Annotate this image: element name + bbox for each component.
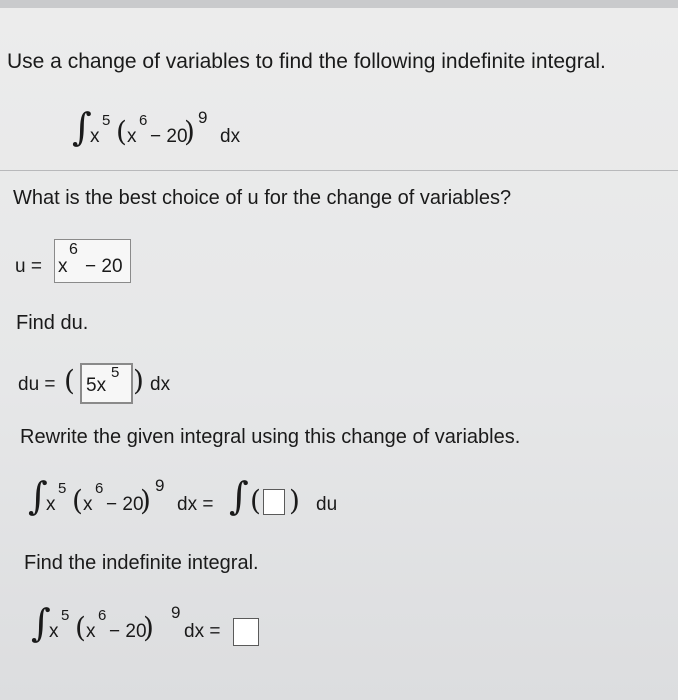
q4-x-exponent: 5 bbox=[61, 607, 70, 624]
q4-outer-exponent: 9 bbox=[171, 603, 181, 622]
q4-inner-x: x bbox=[86, 621, 96, 642]
q4-prompt: Find the indefinite integral. bbox=[24, 552, 259, 574]
integral-x: x bbox=[90, 126, 100, 147]
u-answer-x: x bbox=[58, 256, 68, 277]
q1-prompt: What is the best choice of u for the change of variables? bbox=[13, 187, 512, 209]
q3-integral-sign: ∫ bbox=[28, 474, 48, 518]
q4-eq: dx = bbox=[184, 621, 221, 642]
du-open-paren: ( bbox=[64, 364, 75, 397]
q3-eq: dx = bbox=[177, 494, 214, 515]
integral-open-paren: ( bbox=[116, 115, 127, 148]
q2-lhs: du = bbox=[18, 374, 56, 395]
q4-x: x bbox=[49, 621, 59, 642]
integral-x-exponent: 5 bbox=[102, 112, 111, 129]
q3-outer-exponent: 9 bbox=[155, 476, 165, 495]
q2-prompt: Find du. bbox=[16, 312, 89, 334]
q4-answer-box[interactable] bbox=[233, 618, 259, 646]
q3-x-exponent: 5 bbox=[58, 480, 67, 497]
q3-x: x bbox=[46, 494, 56, 515]
top-border bbox=[0, 0, 678, 8]
integral-inner-exponent: 6 bbox=[139, 112, 148, 129]
u-answer-box[interactable] bbox=[54, 239, 131, 283]
integral-inner-rest: − 20 bbox=[150, 126, 188, 147]
q3-inner-x: x bbox=[83, 494, 93, 515]
q4-close-paren: ) bbox=[143, 611, 154, 644]
q3-du: du bbox=[316, 494, 338, 515]
q3-prompt: Rewrite the given integral using this change of variables. bbox=[20, 426, 521, 448]
q4-integral-sign: ∫ bbox=[31, 601, 51, 645]
du-answer-exponent: 5 bbox=[111, 364, 120, 381]
integral-close-paren: ) bbox=[184, 115, 195, 148]
instruction-text: Use a change of variables to find the following indefinite integral. bbox=[7, 50, 606, 73]
integral-inner-x: x bbox=[127, 126, 137, 147]
du-answer-base: 5x bbox=[86, 375, 107, 396]
q3-rhs-integral-sign: ∫ bbox=[229, 474, 249, 518]
du-dx: dx bbox=[150, 374, 171, 395]
q3-answer-box[interactable] bbox=[263, 489, 285, 515]
divider bbox=[0, 170, 678, 171]
q3-open-paren: ( bbox=[72, 484, 83, 517]
q3-close-paren: ) bbox=[140, 484, 151, 517]
integral-sign: ∫ bbox=[72, 105, 92, 149]
du-answer-box[interactable] bbox=[80, 363, 133, 404]
q3-rhs-open-paren: ( bbox=[250, 484, 261, 517]
u-answer-rest: − 20 bbox=[85, 256, 123, 277]
integral-dx: dx bbox=[220, 126, 241, 147]
q3-inner-rest: − 20 bbox=[106, 494, 144, 515]
q3-inner-exponent: 6 bbox=[95, 480, 104, 497]
q4-open-paren: ( bbox=[75, 611, 86, 644]
du-close-paren: ) bbox=[133, 364, 144, 397]
integral-outer-exponent: 9 bbox=[198, 108, 208, 127]
u-answer-exponent: 6 bbox=[69, 241, 78, 258]
q4-inner-exponent: 6 bbox=[98, 607, 107, 624]
q3-rhs-close-paren: ) bbox=[289, 484, 300, 517]
q1-lhs: u = bbox=[15, 256, 42, 277]
q4-inner-rest: − 20 bbox=[109, 621, 147, 642]
